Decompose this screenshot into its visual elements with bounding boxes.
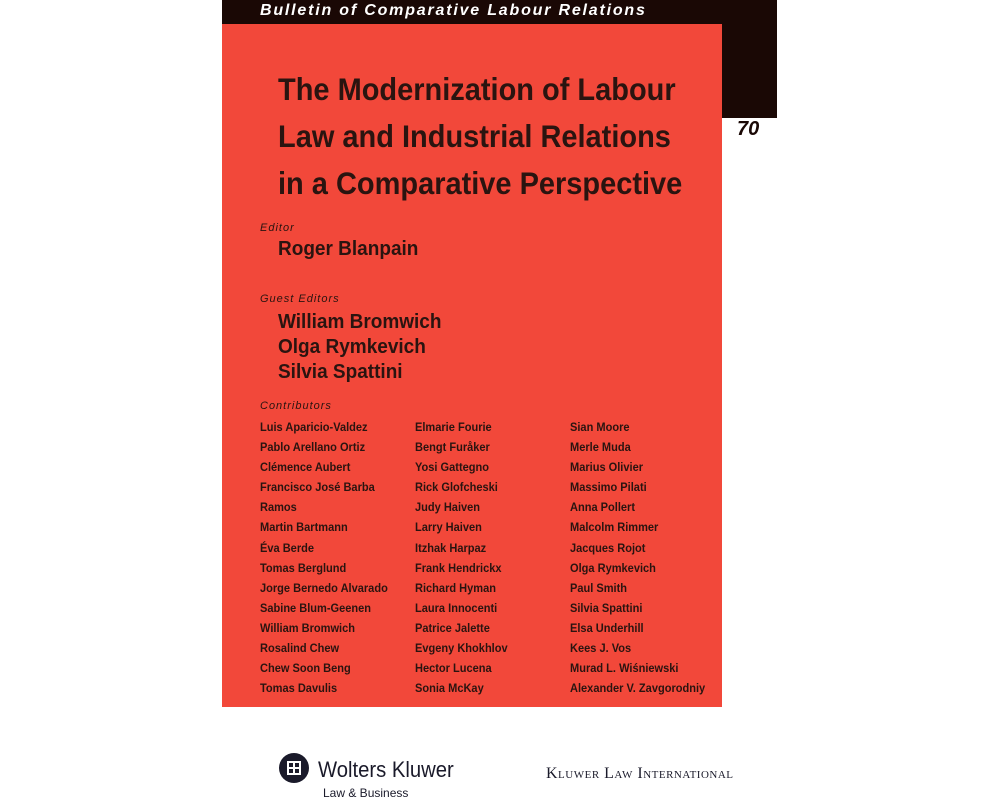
- contributors-column-2: [415, 419, 516, 700]
- contributor: Sabine Blum-Geenen: [260, 600, 372, 615]
- contributor: Tomas Davulis: [260, 681, 338, 696]
- contributor: Sonia McKay: [415, 681, 484, 696]
- contributor: Clémence Aubert: [260, 460, 351, 475]
- contributors-label: Contributors: [260, 400, 332, 412]
- guest-editor-name: William Bromwich: [278, 311, 442, 333]
- contributor: Jorge Bernedo Alvarado: [260, 580, 388, 595]
- imprint-name: Kluwer Law International: [546, 765, 734, 782]
- wolters-kluwer-logo-icon: [278, 752, 310, 784]
- contributor: Murad L. Wiśniewski: [570, 661, 679, 676]
- contributor: Luis Aparicio-Valdez: [260, 420, 368, 434]
- editor-name: Roger Blanpain: [278, 238, 419, 260]
- contributor: Merle Muda: [570, 440, 631, 455]
- contributor: Alexander V. Zavgorodniy: [570, 681, 706, 696]
- contributor: Itzhak Harpaz: [415, 540, 487, 555]
- contributor: Massimo Pilati: [570, 480, 647, 495]
- title-line: Law and Industrial Relations: [278, 118, 671, 154]
- contributor: Judy Haiven: [415, 500, 481, 515]
- contributor: Marius Olivier: [570, 460, 644, 475]
- publisher-name: Wolters Kluwer: [318, 757, 454, 782]
- contributor: Elsa Underhill: [570, 620, 644, 635]
- contributor: Frank Hendrickx: [415, 560, 502, 575]
- publisher-subtitle: Law & Business: [323, 786, 409, 800]
- contributor: Jacques Rojot: [570, 540, 646, 555]
- book-title: [278, 66, 683, 207]
- contributor: Silvia Spattini: [570, 600, 643, 615]
- volume-block: [722, 24, 777, 118]
- guest-editors-label: Guest Editors: [260, 293, 340, 305]
- contributor: Malcolm Rimmer: [570, 520, 659, 535]
- contributor: Rosalind Chew: [260, 641, 340, 656]
- contributor: Anna Pollert: [570, 500, 636, 515]
- title-line: in a Comparative Perspective: [278, 165, 683, 201]
- contributor: Hector Lucena: [415, 661, 492, 676]
- contributor: William Bromwich: [260, 620, 355, 635]
- contributor: Pablo Arellano Ortiz: [260, 440, 366, 455]
- contributor: Laura Innocenti: [415, 600, 498, 615]
- contributor: Olga Rymkevich: [570, 560, 656, 575]
- contributor: Rick Glofcheski: [415, 480, 498, 495]
- series-title: Bulletin of Comparative Labour Relations: [260, 2, 647, 19]
- contributor: Martin Bartmann: [260, 520, 348, 535]
- contributor: Patrice Jalette: [415, 620, 490, 635]
- contributor: Richard Hyman: [415, 580, 496, 595]
- contributor: Larry Haiven: [415, 520, 482, 535]
- contributor: Evgeny Khokhlov: [415, 641, 508, 656]
- contributors-column-3: [570, 419, 717, 700]
- contributor: Chew Soon Beng: [260, 661, 351, 676]
- contributor: Francisco José Barba: [260, 480, 375, 495]
- contributor: Sian Moore: [570, 420, 630, 434]
- contributor: Ramos: [260, 500, 297, 515]
- editor-label: Editor: [260, 222, 295, 234]
- volume-number: 70: [737, 118, 760, 140]
- contributor: Elmarie Fourie: [415, 420, 492, 434]
- contributor: Bengt Furåker: [415, 440, 490, 455]
- contributor: Kees J. Vos: [570, 641, 632, 656]
- contributor: Yosi Gattegno: [415, 460, 490, 475]
- contributor: Tomas Berglund: [260, 560, 347, 575]
- title-line: The Modernization of Labour: [278, 71, 676, 107]
- contributor: Paul Smith: [570, 580, 628, 595]
- contributors-column-1: [260, 419, 399, 700]
- guest-editor-name: Olga Rymkevich: [278, 336, 426, 358]
- contributor: Éva Berde: [260, 540, 315, 555]
- guest-editor-name: Silvia Spattini: [278, 361, 403, 383]
